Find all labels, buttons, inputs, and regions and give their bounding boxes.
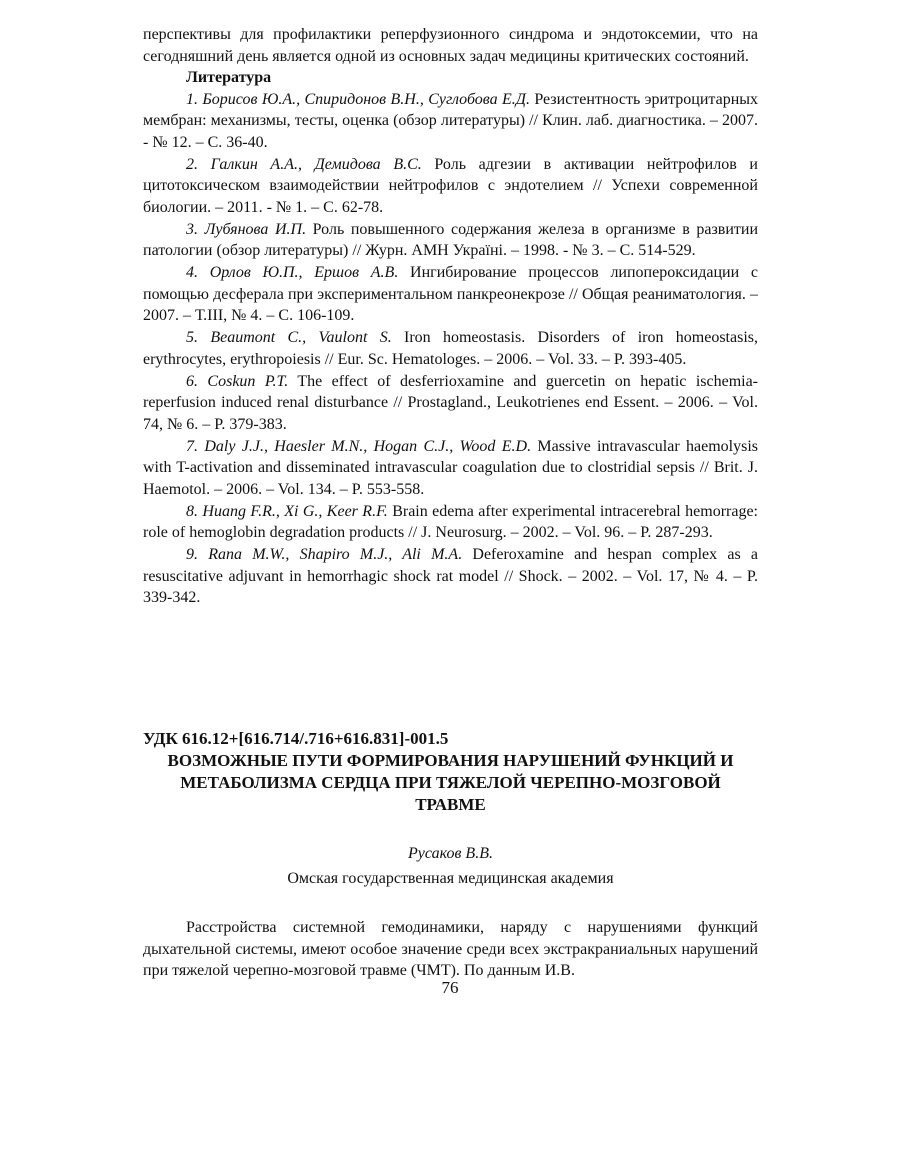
reference-item <box>143 327 758 370</box>
reference-item <box>143 436 758 501</box>
reference-item <box>143 154 758 219</box>
udk-code: УДК 616.12+[616.714/.716+616.831]-001.5 <box>143 729 449 748</box>
page-number: 76 <box>441 978 459 997</box>
article-author: Русаков В.В. <box>408 845 493 862</box>
literature-heading: Литература <box>186 69 272 86</box>
reference-item <box>143 544 758 609</box>
reference-authors: 7. Daly J.J., Haesler M.N., Hogan C.J., Wood E.D. <box>186 437 532 455</box>
reference-text: Iron homeostasis. Disorders of iron homeostasis, erythrocytes, erythropoiesis // Eur. Sc. Hematologes. – 2006. – Vol. 33. – P. 393-405. <box>143 329 759 368</box>
reference-authors: 9. Rana M.W., Shapiro M.J., Ali M.A. <box>186 546 463 563</box>
reference-item <box>143 371 758 436</box>
reference-item <box>143 89 758 154</box>
reference-authors: 1. Борисов Ю.А., Спиридонов В.Н., Суглобова Е.Д. <box>186 90 530 108</box>
top-paragraph: перспективы для профилактики реперфузионного синдрома и эндотоксемии, что на сегодняшний день является одной из основных задач медицины критических состояний. <box>143 26 758 65</box>
reference-item <box>143 262 758 327</box>
reference-item <box>143 219 758 262</box>
reference-authors: 5. Beaumont C., Vaulont S. <box>186 329 392 346</box>
reference-authors: 4. Орлов Ю.П., Ершов А.В. <box>186 264 399 281</box>
reference-authors: 6. Coskun P.T. <box>186 372 289 390</box>
reference-authors: 3. Лубянова И.П. <box>186 220 307 238</box>
reference-text: Ингибирование процессов липопероксидации с помощью десферала при экспериментальном панкреонекрозе // Общая реаниматология. – 2007. – Т.III, № 4. – С. 106-109. <box>143 264 758 324</box>
article-title: ВОЗМОЖНЫЕ ПУТИ ФОРМИРОВАНИЯ НАРУШЕНИЙ ФУНКЦИЙ И МЕТАБОЛИЗМА СЕРДЦА ПРИ ТЯЖЕЛОЙ ЧЕРЕПНО-МОЗГОВОЙ ТРАВМЕ <box>167 751 734 814</box>
previous-article-end <box>143 24 758 609</box>
reference-text: Massive intravascular haemolysis with T-activation and disseminated intravascular coagulation due to clostridial sepsis // Brit. J. Haemotol. – 2006. – Vol. 134. – P. 553-558. <box>143 437 758 498</box>
reference-item <box>143 501 758 544</box>
reference-authors: 8. Huang F.R., Xi G., Keer R.F. <box>186 502 388 520</box>
reference-text: Роль адгезии в активации нейтрофилов и цитотоксическом взаимодействии нейтрофилов с эндотелием // Успехи современной биологии. – 2011. - № 1. – С. 62-78. <box>143 155 758 216</box>
reference-text: Deferoxamine and hespan complex as a resuscitative adjuvant in hemorrhagic shock rat model // Shock. – 2002. – Vol. 17, № 4. – P. 339-342. <box>143 546 758 606</box>
new-article <box>143 728 758 982</box>
body-paragraph: Расстройства системной гемодинамики, наряду с нарушениями функций дыхательной системы, имеют особое значение среди всех экстракраниальных нарушений при тяжелой черепно-мозговой травме (ЧМТ). По данным И.В. <box>143 919 758 979</box>
reference-text: Brain edema after experimental intracerebral hemorrage: role of hemoglobin degradation products // J. Neurosurg. – 2002. – Vol. 96. – P. 287-293. <box>143 502 758 541</box>
references-list <box>143 89 758 609</box>
author-institution: Омская государственная медицинская академия <box>287 869 614 887</box>
reference-text: Резистентность эритроцитарных мембран: механизмы, тесты, оценка (обзор литературы) // Клин. лаб. диагностика. – 2007. - № 12. – С. 36-40. <box>143 90 758 151</box>
reference-text: The effect of desferrioxamine and guercetin on hepatic ischemia-reperfusion induced renal disturbance // Prostagland., Leukotrienes end Essent. – 2006. – Vol. 74, № 6. – P. 379-383. <box>143 372 759 433</box>
reference-authors: 2. Галкин А.А., Демидова В.С. <box>186 155 422 173</box>
reference-text: Роль повышенного содержания железа в организме в развитии патологии (обзор литературы) // Журн. АМН Україні. – 1998. - № 3. – С. 514-529. <box>143 220 759 259</box>
